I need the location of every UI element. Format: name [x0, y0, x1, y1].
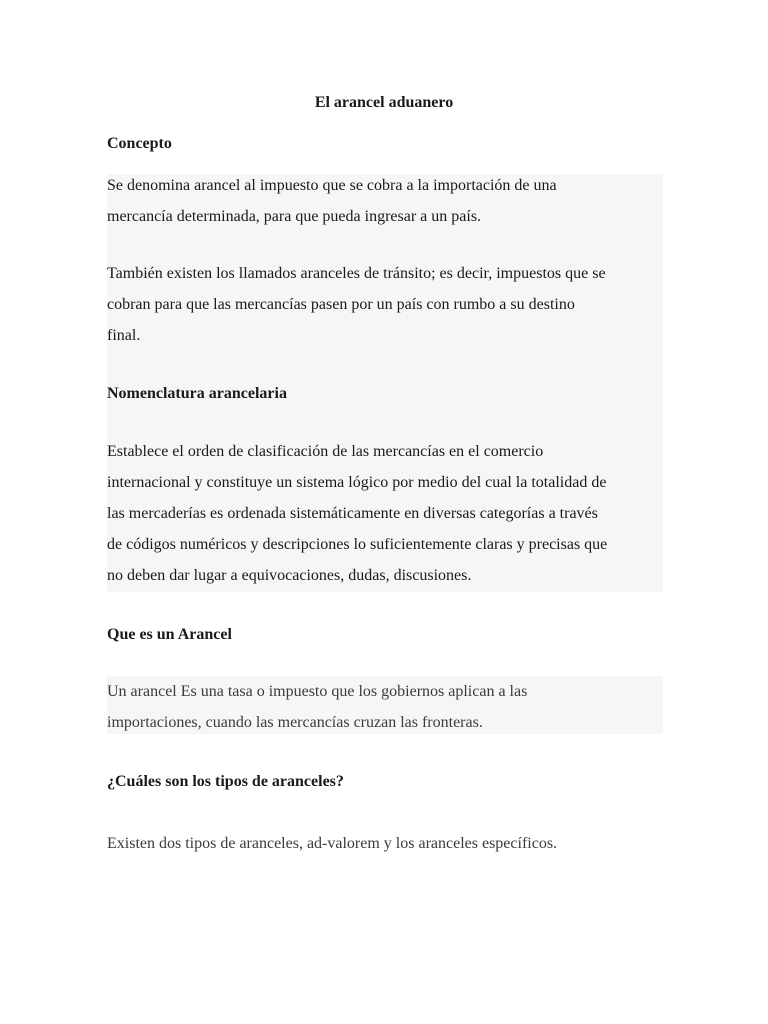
text-line: importaciones, cuando las mercancías cruzan las fronteras. [107, 714, 483, 731]
text-line: Se denomina arancel al impuesto que se cobra a la importación de una [107, 177, 557, 194]
paragraph-concepto-2 [107, 258, 663, 351]
text-line: las mercaderías es ordenada sistemáticamente en diversas categorías a través [107, 505, 598, 522]
section-heading-tipos-aranceles: ¿Cuáles son los tipos de aranceles? [107, 773, 344, 790]
text-line: no deben dar lugar a equivocaciones, dudas, discusiones. [107, 567, 472, 584]
document-title: El arancel aduanero [314, 94, 454, 111]
section-heading-nomenclatura: Nomenclatura arancelaria [107, 385, 287, 402]
text-line: internacional y constituye un sistema lógico por medio del cual la totalidad de [107, 474, 607, 491]
text-line: Un arancel Es una tasa o impuesto que los gobiernos aplican a las [107, 683, 528, 700]
text-line: Establece el orden de clasificación de las mercancías en el comercio [107, 443, 544, 460]
section-heading-que-es-arancel: Que es un Arancel [107, 626, 232, 643]
text-line: También existen los llamados aranceles de tránsito; es decir, impuestos que se [107, 265, 606, 282]
paragraph-concepto-1 [107, 170, 663, 232]
section-heading-concepto: Concepto [107, 135, 172, 152]
text-line: de códigos numéricos y descripciones lo suficientemente claras y precisas que [107, 536, 608, 553]
text-line: cobran para que las mercancías pasen por un país con rumbo a su destino [107, 296, 575, 313]
text-line: mercancía determinada, para que pueda ingresar a un país. [107, 208, 482, 225]
paragraph-tipos-aranceles [107, 828, 663, 859]
paragraph-nomenclatura [107, 436, 663, 591]
text-line: Existen dos tipos de aranceles, ad-valorem y los aranceles específicos. [107, 835, 558, 852]
paragraph-que-es-arancel [107, 676, 663, 738]
text-line: final. [107, 327, 141, 344]
